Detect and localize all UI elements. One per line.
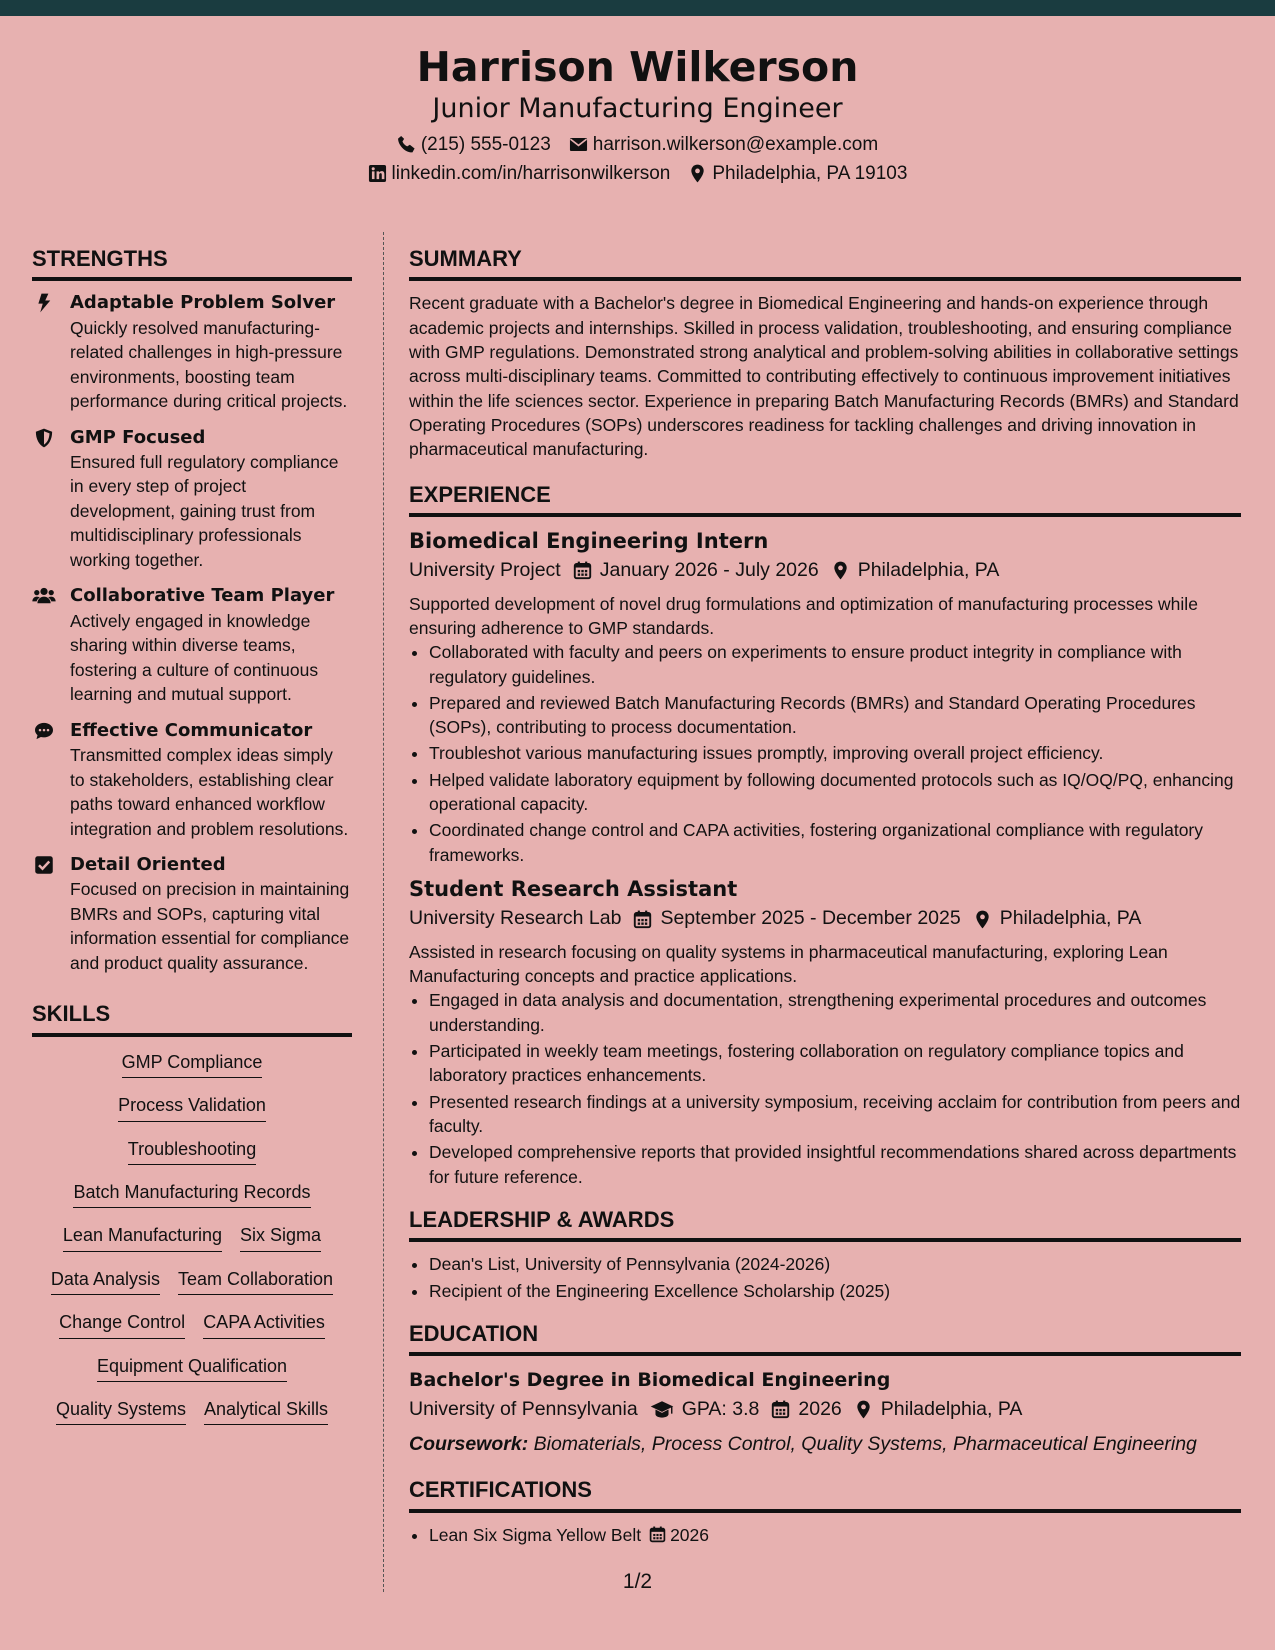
right-column — [409, 232, 1241, 1549]
coursework — [409, 1430, 1241, 1459]
job-bullets — [429, 988, 1241, 1189]
education-meta — [409, 1395, 1241, 1424]
skill-tag: Process Validation — [118, 1094, 266, 1121]
email-text[interactable]: harrison.wilkerson@example.com — [592, 133, 879, 155]
phone-contact — [397, 132, 551, 158]
graduation-year: 2026 — [798, 1397, 842, 1420]
list-item: • Presented research findings at a university symposium, receiving acclaim for contribution from peers and faculty. — [429, 1090, 1241, 1139]
skills-heading: SKILLS — [32, 987, 352, 1036]
skill-tag: Quality Systems — [56, 1398, 186, 1425]
page-number: 1/2 — [622, 1570, 653, 1593]
shield-icon — [34, 428, 54, 448]
list-item: • Helped validate laboratory equipment by following documented protocols such as IQ/OQ/PQ, enhancing operational capacity. — [429, 768, 1241, 817]
check-square-icon — [34, 855, 54, 875]
envelope-icon — [569, 135, 588, 154]
map-pin-icon — [973, 910, 992, 929]
strength-description: Focused on precision in maintaining BMRs and SOPs, capturing vital information essential for compliance and product quality assurance. — [70, 879, 350, 973]
strength-item — [32, 426, 352, 573]
leadership-heading: LEADERSHIP & AWARDS — [409, 1193, 1241, 1242]
job-location: Philadelphia, PA — [857, 559, 1000, 582]
left-column — [32, 232, 352, 1441]
education-entry — [409, 1366, 1241, 1459]
candidate-title: Junior Manufacturing Engineer — [432, 93, 843, 125]
list-item: • Engaged in data analysis and documentation, strengthening experimental procedures and outcomes understanding. — [429, 988, 1241, 1037]
certifications-heading: CERTIFICATIONS — [409, 1463, 1241, 1512]
strength-title: Effective Communicator — [70, 719, 313, 741]
phone-icon — [397, 135, 416, 154]
location-contact — [688, 161, 907, 187]
list-item: • Recipient of the Engineering Excellence Scholarship (2025) — [429, 1279, 1241, 1303]
awards-list — [429, 1252, 1241, 1303]
skill-tag: Analytical Skills — [204, 1398, 328, 1425]
strength-title: Detail Oriented — [70, 854, 226, 876]
skill-tag: Equipment Qualification — [97, 1355, 287, 1382]
skill-tag: GMP Compliance — [122, 1051, 263, 1078]
summary-text: Recent graduate with a Bachelor's degree in Biomedical Engineering and hands-on experience through academic projects and internships. Skilled in process validation, troubleshooting, and ensuring compliance with GMP regulations. Demonstrated strong analytical and problem-solving abilities in collaborative settings across multi-disciplinary teams. Committed to contributing effectively to continuous improvement initiatives within the life sciences sector. Experience in preparing Batch Manufacturing Records (BMRs) and Standard Operating Procedures (SOPs) underscores readiness for tackling challenges and driving innovation in pharmaceutical manufacturing. — [409, 293, 1239, 460]
job-dates: September 2025 - December 2025 — [660, 907, 961, 930]
top-accent-bar — [0, 0, 1275, 16]
strength-title: Collaborative Team Player — [70, 585, 335, 607]
skill-tag: Troubleshooting — [128, 1138, 256, 1165]
strength-description: Ensured full regulatory compliance in every step of project development, gaining trust from multidisciplinary professionals working together. — [70, 451, 339, 570]
coursework-label: Coursework: — [409, 1432, 529, 1455]
calendar-icon — [771, 1400, 790, 1419]
bolt-icon — [34, 293, 54, 313]
skill-tag: Lean Manufacturing — [63, 1224, 222, 1251]
summary-heading: SUMMARY — [409, 232, 1241, 281]
job-title: Student Research Assistant — [409, 877, 738, 902]
school-name: University of Pennsylvania — [409, 1397, 638, 1420]
certification-year: 2026 — [670, 1524, 710, 1545]
skill-tag: Change Control — [59, 1311, 185, 1338]
strength-item — [32, 291, 352, 413]
skill-tag: Team Collaboration — [178, 1268, 333, 1295]
map-pin-icon — [854, 1400, 873, 1419]
list-item — [429, 1523, 1241, 1547]
list-item: • Participated in weekly team meetings, fostering collaboration on regulatory compliance topics and laboratory practices enhancements. — [429, 1039, 1241, 1088]
calendar-icon — [633, 910, 652, 929]
job-description: Supported development of novel drug formulations and optimization of manufacturing processes while ensuring adherence to GMP standards. — [409, 593, 1198, 638]
map-pin-icon — [831, 561, 850, 580]
certifications-list — [429, 1523, 1241, 1547]
comment-icon — [34, 721, 54, 741]
job-description: Assisted in research focusing on quality systems in pharmaceutical manufacturing, exploring Lean Manufacturing concepts and practice applications. — [409, 941, 1168, 986]
strength-description: Quickly resolved manufacturing-related challenges in high-pressure environments, boosting team performance during critical projects. — [70, 317, 348, 412]
job-meta — [409, 556, 1241, 585]
strength-description: Transmitted complex ideas simply to stakeholders, establishing clear paths toward enhanced workflow integration and problem resolutions. — [70, 745, 349, 839]
job-meta — [409, 904, 1241, 933]
strength-item — [32, 584, 352, 706]
map-pin-icon — [688, 164, 707, 183]
skill-tag: Data Analysis — [51, 1268, 160, 1295]
job-title: Biomedical Engineering Intern — [409, 528, 769, 553]
phone-text: (215) 555-0123 — [420, 133, 551, 155]
school-location: Philadelphia, PA — [880, 1397, 1023, 1420]
list-item: • Dean's List, University of Pennsylvania (2024-2026) — [429, 1252, 1241, 1276]
list-item: • Coordinated change control and CAPA activities, fostering organizational compliance with regulatory frameworks. — [429, 818, 1241, 867]
job-org: University Project — [409, 559, 561, 582]
column-divider — [383, 232, 384, 1592]
coursework-list: Biomaterials, Process Control, Quality Systems, Pharmaceutical Engineering — [533, 1432, 1197, 1455]
education-heading: EDUCATION — [409, 1307, 1241, 1356]
skill-tag: CAPA Activities — [203, 1311, 325, 1338]
job-location: Philadelphia, PA — [999, 907, 1142, 930]
users-icon — [32, 586, 56, 606]
skill-tag: Six Sigma — [240, 1224, 321, 1251]
linkedin-icon — [368, 164, 387, 183]
email-contact[interactable] — [569, 132, 878, 158]
experience-heading: EXPERIENCE — [409, 468, 1241, 517]
strength-title: Adaptable Problem Solver — [70, 292, 336, 314]
gpa: GPA: 3.8 — [681, 1397, 760, 1420]
list-item: • Troubleshot various manufacturing issues promptly, improving overall project efficiency. — [429, 741, 1241, 765]
linkedin-contact[interactable] — [368, 161, 671, 187]
location-text: Philadelphia, PA 19103 — [712, 163, 908, 185]
strength-title: GMP Focused — [70, 426, 206, 448]
experience-entry — [409, 875, 1241, 1189]
resume-header — [0, 16, 1275, 204]
contact-line-2 — [0, 161, 1275, 187]
contact-line-1 — [0, 132, 1275, 158]
degree-title: Bachelor's Degree in Biomedical Engineering — [409, 1369, 891, 1392]
candidate-name: Harrison Wilkerson — [416, 43, 859, 91]
certification-name: • Lean Six Sigma Yellow Belt — [429, 1524, 642, 1545]
strengths-heading: STRENGTHS — [32, 232, 352, 281]
job-dates: January 2026 - July 2026 — [599, 559, 819, 582]
strength-description: Actively engaged in knowledge sharing within diverse teams, fostering a culture of continuous learning and mutual support. — [70, 610, 319, 705]
skills-list — [32, 1047, 352, 1426]
calendar-icon — [649, 1526, 666, 1543]
skill-tag: Batch Manufacturing Records — [73, 1181, 310, 1208]
job-bullets — [429, 640, 1241, 867]
calendar-icon — [573, 561, 592, 580]
list-item: • Collaborated with faculty and peers on experiments to ensure product integrity in compliance with regulatory guidelines. — [429, 640, 1241, 689]
job-org: University Research Lab — [409, 907, 622, 930]
strength-item — [32, 719, 352, 841]
graduation-cap-icon — [650, 1400, 674, 1419]
strength-item — [32, 853, 352, 975]
list-item: • Prepared and reviewed Batch Manufacturing Records (BMRs) and Standard Operating Procedures (SOPs), contributing to process documentation. — [429, 691, 1241, 740]
experience-entry — [409, 527, 1241, 867]
list-item: • Developed comprehensive reports that provided insightful recommendations shared across departments for future reference. — [429, 1140, 1241, 1189]
linkedin-text[interactable]: linkedin.com/in/harrisonwilkerson — [391, 163, 671, 185]
